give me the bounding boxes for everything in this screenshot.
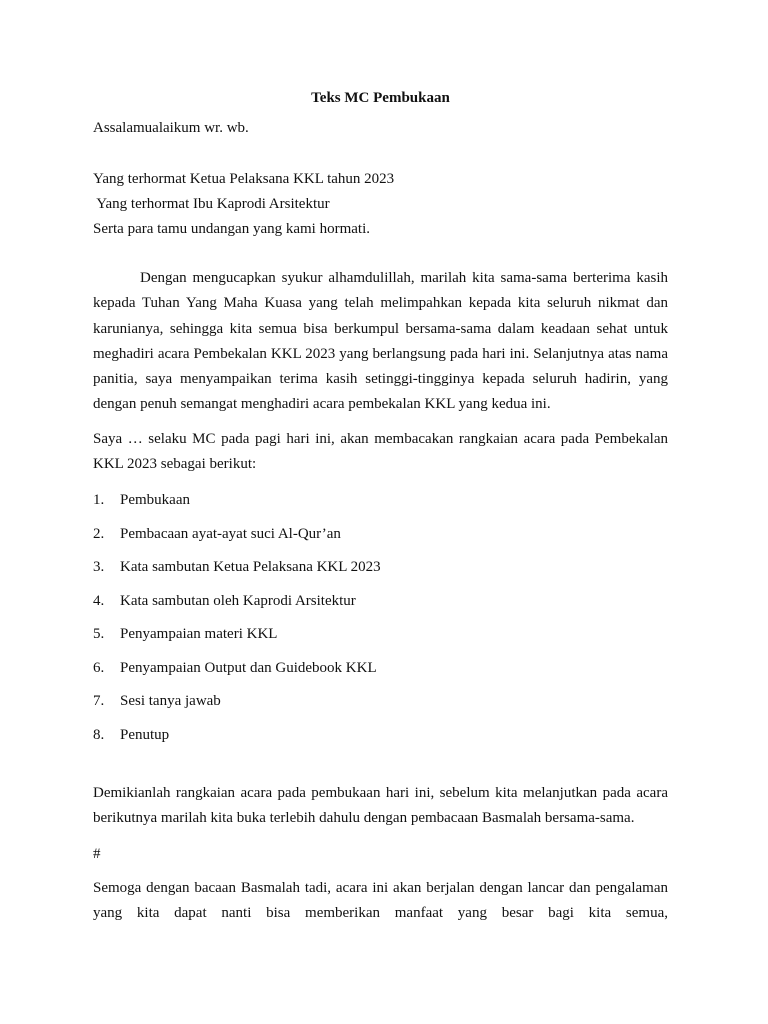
salutation-3: Serta para tamu undangan yang kami hormati. bbox=[93, 221, 370, 237]
agenda-text: Penyampaian materi KKL bbox=[120, 626, 278, 642]
opening-paragraph: Dengan mengucapkan syukur alhamdulillah, marilah kita sama-sama berterima kasih kepada Tuhan Yang Maha Kuasa yang telah melimpahkan kepada kita seluruh nikmat dan karunianya, sehingga kita semua bisa berkumpul bersama-sama dalam keadaan sehat untuk meghadiri acara Pembekalan KKL 2023 yang berlangsung pada hari ini. Selanjutnya atas nama panitia, saya menyampaikan terima kasih setinggi-tingginya kepada seluruh hadirin, yang dengan penuh semangat menghadiri acara pembekalan KKL yang kedua ini. bbox=[93, 270, 668, 413]
agenda-text: Sesi tanya jawab bbox=[120, 693, 221, 709]
intro-paragraph: Saya … selaku MC pada pagi hari ini, akan membacakan rangkaian acara pada Pembekalan KKL 2023 sebagai berikut: bbox=[93, 431, 668, 473]
agenda-number: 4. bbox=[93, 593, 105, 609]
agenda-number: 1. bbox=[93, 492, 105, 508]
agenda-number: 8. bbox=[93, 727, 105, 743]
salutation-1: Yang terhormat Ketua Pelaksana KKL tahun 2023 bbox=[93, 171, 395, 187]
document-title: Teks MC Pembukaan bbox=[311, 90, 450, 106]
agenda-item-8 bbox=[93, 725, 169, 745]
agenda-text: Penutup bbox=[120, 727, 170, 743]
agenda-number: 3. bbox=[93, 559, 105, 575]
agenda-number: 2. bbox=[93, 526, 105, 542]
agenda-text: Kata sambutan oleh Kaprodi Arsitektur bbox=[120, 593, 356, 609]
agenda-number: 6. bbox=[93, 660, 105, 676]
final-paragraph: Semoga dengan bacaan Basmalah tadi, acara ini akan berjalan dengan lancar dan pengalaman yang kita dapat nanti bisa memberikan manfaat yang besar bagi kita semua, bbox=[93, 880, 668, 922]
agenda-item-5 bbox=[93, 624, 277, 644]
agenda-item-4 bbox=[93, 591, 356, 611]
agenda-text: Pembukaan bbox=[120, 492, 190, 508]
agenda-item-2 bbox=[93, 524, 341, 544]
hash-mark: # bbox=[93, 846, 101, 862]
salutation-2: Yang terhormat Ibu Kaprodi Arsitektur bbox=[93, 196, 330, 212]
agenda-item-1 bbox=[93, 490, 190, 510]
agenda-item-7 bbox=[93, 691, 221, 711]
closing-paragraph: Demikianlah rangkaian acara pada pembukaan hari ini, sebelum kita melanjutkan pada acara berikutnya marilah kita buka terlebih dahulu dengan pembacaan Basmalah bersama-sama. bbox=[93, 785, 668, 827]
agenda-text: Pembacaan ayat-ayat suci Al-Qur’an bbox=[120, 526, 341, 542]
agenda-item-6 bbox=[93, 658, 377, 678]
document-page bbox=[93, 0, 668, 1024]
agenda-text: Kata sambutan Ketua Pelaksana KKL 2023 bbox=[120, 559, 381, 575]
agenda-text: Penyampaian Output dan Guidebook KKL bbox=[120, 660, 377, 676]
agenda-number: 5. bbox=[93, 626, 105, 642]
agenda-item-3 bbox=[93, 557, 381, 577]
agenda-number: 7. bbox=[93, 693, 105, 709]
greeting: Assalamualaikum wr. wb. bbox=[93, 120, 249, 136]
